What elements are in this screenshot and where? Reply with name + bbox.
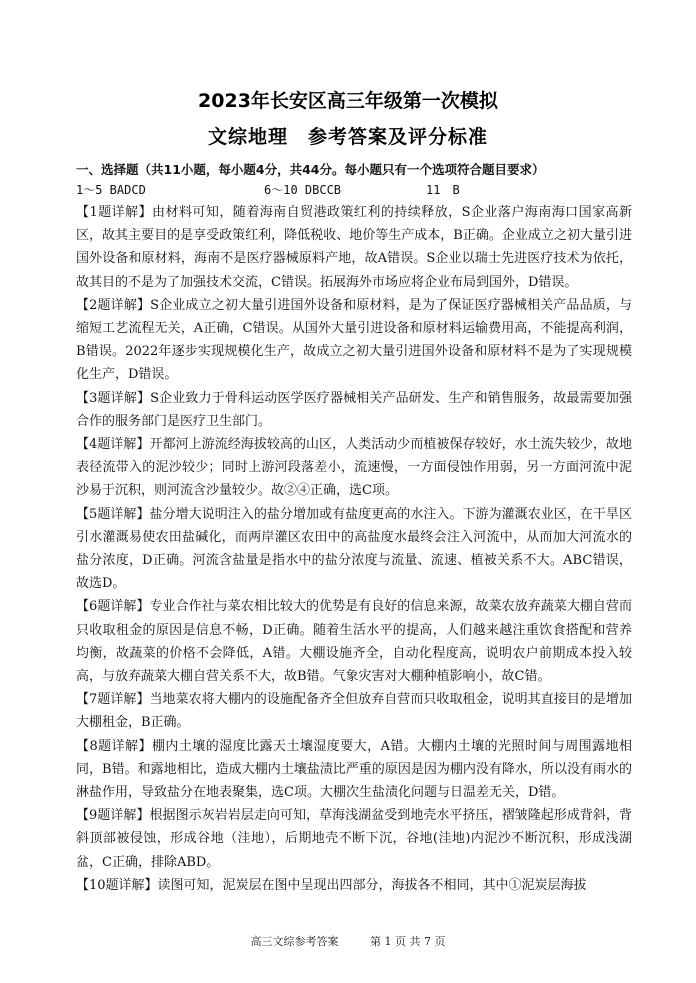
- explanation-text: 盐分增大说明注入的盐分增加或有盐度更高的水注入。下游为灌溉农业区，在干旱区引水灌溉易使农田盐碱化，而两岸灌区农田中的高盐度水最终会注入河流中，从而加大河流水的盐分浓度，D正确。河流含盐量是指水中的盐分浓度与流量、流速、植被关系不大。ABC错误，故选D。: [76, 506, 632, 592]
- answer-group-11: 11 B: [426, 183, 460, 197]
- document-title: 2023年长安区高三年级第一次模拟: [198, 90, 498, 112]
- explanation-label: 【6题详解】: [76, 599, 150, 615]
- explanation-text: S企业成立之初大量引进国外设备和原材料，是为了保证医疗器械相关产品品质，与缩短工艺流程无关，A正确，C错误。从国外大量引进设备和原材料运输费用高，不能提高利润，B错误。2022年逐步实现规模化生产，故成立之初大量引进国外设备和原材料不是为了实现规模化生产，D错误。: [76, 297, 632, 383]
- document-subtitle: 文综地理 参考答案及评分标准: [207, 126, 488, 148]
- explanation-1: [76, 201, 632, 294]
- footer-doc-name: 高三文综参考答案: [250, 935, 339, 948]
- explanation-label: 【9题详解】: [76, 808, 150, 824]
- answer-group-1-5: 1～5 BADCD: [76, 183, 146, 197]
- explanation-8: [76, 735, 632, 805]
- explanation-text: 由材料可知，随着海南自贸港政策红利的持续释放，S企业落户海南海口国家高新区，故其主要目的是享受政策红利，降低税收、地价等生产成本，B正确。企业成立之初大量引进国外设备和原材料，海南不是医疗器械原料产地，故A错误。S企业以瑞士先进医疗技术为依托，故其目的不是为了加强技术交流，C错误。拓展海外市场应将企业布局到国外，D错误。: [76, 205, 632, 290]
- answer-key: [76, 181, 636, 199]
- explanation-10: [76, 874, 632, 897]
- explanation-label: 【4题详解】: [76, 437, 150, 453]
- explanation-text: 根据图示灰岩岩层走向可知，草海浅湖盆受到地壳水平挤压，褶皱隆起形成背斜，背斜顶部被侵蚀，形成谷地（洼地），后期地壳不断下沉，谷地(洼地)内泥沙不断沉积，形成浅湖盆，C正确，排除ABD。: [76, 808, 632, 870]
- explanation-text: 读图可知，泥炭层在图中呈现出四部分，海拔各不相同，其中①泥炭层海拔: [157, 877, 587, 893]
- answer-group-6-10: 6～10 DBCCB: [264, 183, 342, 197]
- explanation-label: 【5题详解】: [76, 506, 150, 522]
- explanation-label: 【7题详解】: [76, 692, 150, 708]
- explanations-body: [76, 201, 632, 913]
- explanation-text: S企业致力于骨科运动医学医疗器械相关产品研发、生产和销售服务，故最需要加强合作的服务部门是医疗卫生部门。: [76, 390, 632, 429]
- explanation-9: [76, 804, 632, 874]
- explanation-label: 【1题详解】: [76, 205, 153, 220]
- footer-page-number: 第 1 页 共 7 页: [370, 935, 446, 948]
- explanation-text: 当地菜农将大棚内的设施配备齐全但放弃自营而只收取租金，说明其直接目的是增加大棚租金，B正确。: [76, 692, 632, 731]
- page-footer: [0, 933, 696, 949]
- explanation-2: [76, 294, 632, 387]
- explanation-label: 【10题详解】: [76, 877, 158, 893]
- explanation-5: [76, 503, 632, 596]
- explanation-6: [76, 595, 632, 688]
- section-heading: 一、选择题（共11小题，每小题4分，共44分。每小题只有一个选项符合题目要求）: [76, 162, 545, 177]
- explanation-text: 专业合作社与菜农相比较大的优势是有良好的信息来源，故菜农放弃蔬菜大棚自营而只收取租金的原因是信息不畅，D正确。随着生活水平的提高，人们越来越注重饮食搭配和营养均衡，故蔬菜的价格不会降低，A错。大棚设施齐全，自动化程度高，说明农户前期成本投入较高，与放弃蔬菜大棚自营关系不大，故B错。气象灾害对大棚种植影响小，故C错。: [76, 599, 632, 685]
- explanation-3: [76, 387, 632, 433]
- explanation-4: [76, 433, 632, 503]
- explanation-7: [76, 688, 632, 734]
- explanation-label: 【8题详解】: [76, 738, 152, 754]
- explanation-label: 【3题详解】: [76, 390, 151, 406]
- explanation-label: 【2题详解】: [76, 297, 151, 313]
- explanation-text: 棚内土壤的湿度比露天土壤湿度要大，A错。大棚内土壤的光照时间与周围露地相同，B错。和露地相比，造成大棚内土壤盐渍比严重的原因是因为棚内没有降水，所以没有雨水的淋盐作用，导致盐分在地表聚集，选C项。大棚次生盐渍化问题与日温差无关，D错。: [76, 738, 632, 801]
- explanation-text: 开都河上游流经海拔较高的山区，人类活动少而植被保存较好，水土流失较少，故地表径流带入的泥沙较少；同时上游河段落差小，流速慢，一方面侵蚀作用弱，另一方面河流中泥沙易于沉积，则河流含沙量较少。故②④正确，选C项。: [76, 437, 632, 499]
